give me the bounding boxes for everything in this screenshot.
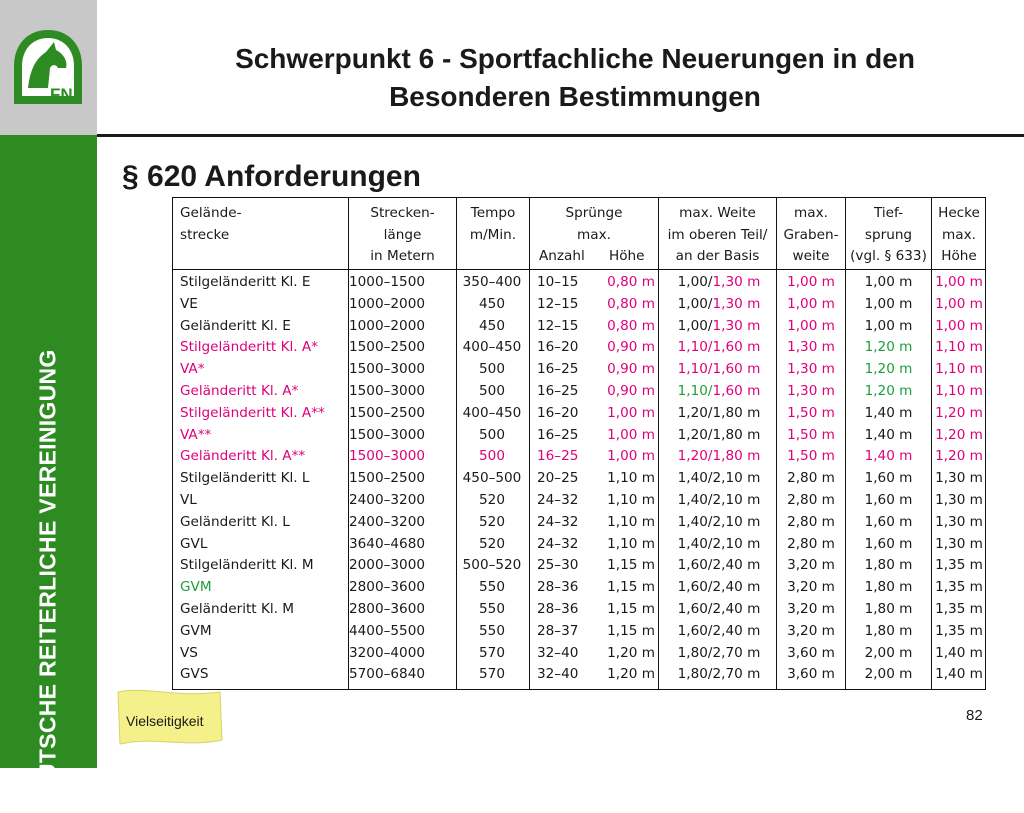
cell-weite-part: 2,10 m — [712, 492, 761, 508]
header-text: im oberen Teil/ — [667, 226, 768, 243]
table-row — [173, 621, 985, 643]
header-text: sprung — [864, 226, 913, 243]
header-text: max. — [794, 205, 828, 221]
table-row — [173, 534, 985, 556]
cell-grabenweite: 1,50 m — [787, 404, 835, 421]
cell-hecke: 1,20 m — [935, 404, 983, 421]
cell-tempo: 520 — [479, 535, 505, 552]
cell-hecke: 1,30 m — [935, 492, 983, 508]
cell-weite-part: 1,60/ — [677, 579, 713, 596]
cell-laenge: 5700–6840 — [349, 666, 425, 683]
header-text: Hecke — [938, 205, 980, 221]
cell-laenge: 1500–3000 — [349, 426, 425, 443]
cell-weite-part: 1,00/ — [677, 274, 713, 290]
cell-weite-part: 1,60 m — [712, 361, 761, 378]
cell-weite — [663, 425, 775, 447]
header-laenge — [349, 203, 456, 268]
cell-weite-part: 1,00/ — [677, 295, 713, 312]
cell-strecke: Geländeritt Kl. A** — [180, 448, 306, 465]
cell-hecke: 1,20 m — [935, 426, 983, 443]
cell-weite — [663, 446, 775, 468]
header-text: in Metern — [370, 248, 435, 264]
header-weite — [659, 203, 776, 268]
cell-hoehe: 0,80 m — [607, 317, 655, 334]
header-text: länge — [383, 226, 422, 243]
table-row — [173, 403, 985, 425]
table-row — [173, 577, 985, 599]
cell-hoehe: 1,10 m — [607, 535, 655, 552]
cell-grabenweite: 3,20 m — [787, 557, 835, 574]
cell-tiefsprung: 1,80 m — [864, 579, 913, 596]
cell-tempo: 550 — [479, 601, 505, 617]
cell-weite-part: 1,40/ — [677, 513, 713, 530]
cell-laenge: 1000–1500 — [349, 274, 425, 290]
cell-tiefsprung: 1,20 m — [864, 339, 913, 356]
cell-tiefsprung: 1,20 m — [864, 383, 913, 399]
cell-hecke: 1,30 m — [935, 513, 983, 530]
cell-strecke: Stilgeländeritt Kl. A* — [180, 339, 318, 356]
table-row — [173, 446, 985, 468]
cell-grabenweite: 1,30 m — [787, 339, 835, 356]
cell-hecke: 1,20 m — [935, 448, 983, 465]
cell-grabenweite: 1,00 m — [787, 274, 835, 290]
cell-weite-part: 1,60/ — [677, 622, 713, 639]
cell-laenge: 2400–3200 — [349, 492, 425, 508]
header-text: Sprünge — [565, 205, 623, 221]
cell-tiefsprung: 2,00 m — [864, 644, 913, 661]
cell-anzahl: 16–25 — [537, 361, 579, 378]
header-text: max. — [577, 226, 611, 243]
cell-weite-part: 1,10/ — [677, 383, 713, 399]
cell-tempo: 450 — [479, 295, 505, 312]
header-hecke — [932, 203, 986, 268]
header-text: Graben- — [783, 226, 839, 243]
table-row — [173, 294, 985, 316]
cell-weite-part: 1,30 m — [712, 295, 761, 312]
cell-tempo: 500–520 — [462, 557, 522, 574]
cell-anzahl: 32–40 — [537, 666, 579, 683]
fn-logo-icon — [10, 28, 86, 106]
cell-strecke: VS — [180, 644, 198, 661]
cell-anzahl: 12–15 — [537, 295, 579, 312]
organization-name: DEUTSCHE REITERLICHE VEREINIGUNG — [34, 349, 61, 813]
cell-laenge: 2000–3000 — [349, 557, 425, 574]
cell-hoehe: 0,90 m — [607, 339, 655, 356]
cell-tempo: 500 — [479, 383, 505, 399]
cell-weite — [663, 512, 775, 534]
cell-weite-part: 1,10/ — [677, 361, 713, 378]
cell-grabenweite: 1,30 m — [787, 361, 835, 378]
cell-hoehe: 1,10 m — [607, 492, 655, 508]
logo-area — [0, 0, 97, 135]
cell-weite — [663, 621, 775, 643]
table-row — [173, 359, 985, 381]
cell-anzahl: 24–32 — [537, 513, 579, 530]
cell-laenge: 1500–2500 — [349, 339, 425, 356]
header-text: Strecken- — [370, 205, 435, 221]
header-text: Höhe — [941, 248, 977, 264]
cell-strecke: VA* — [180, 361, 205, 378]
table-row — [173, 599, 985, 621]
table-row — [173, 512, 985, 534]
cell-weite-part: 1,30 m — [712, 317, 761, 334]
cell-strecke: GVM — [180, 579, 212, 596]
cell-grabenweite: 3,60 m — [787, 666, 835, 683]
cell-weite-part: 1,80/ — [677, 666, 713, 683]
cell-weite-part: 1,80 m — [712, 448, 761, 465]
cell-grabenweite: 1,50 m — [787, 426, 835, 443]
cell-weite-part: 2,10 m — [712, 470, 761, 487]
page-title-line-1: Schwerpunkt 6 - Sportfachliche Neuerungen in den — [235, 43, 915, 74]
cell-weite-part: 2,10 m — [712, 535, 761, 552]
header-text: m/Min. — [469, 226, 517, 243]
cell-anzahl: 20–25 — [537, 470, 579, 487]
cell-grabenweite: 2,80 m — [787, 535, 835, 552]
cell-strecke: Geländeritt Kl. L — [180, 513, 290, 530]
table-row — [173, 468, 985, 490]
cell-weite-part: 1,80 m — [712, 426, 761, 443]
cell-strecke: Stilgeländeritt Kl. L — [180, 470, 310, 487]
cell-weite — [663, 599, 775, 621]
cell-anzahl: 28–36 — [537, 601, 579, 617]
cell-hecke: 1,35 m — [935, 601, 983, 617]
cell-anzahl: 32–40 — [537, 644, 579, 661]
cell-strecke: Stilgeländeritt Kl. A** — [180, 404, 325, 421]
page-title — [110, 40, 1024, 116]
cell-laenge: 1000–2000 — [349, 295, 425, 312]
cell-strecke: Geländeritt Kl. M — [180, 601, 295, 617]
header-row-divider — [173, 269, 985, 270]
cell-tempo: 400–450 — [462, 339, 522, 356]
cell-tiefsprung: 1,60 m — [864, 492, 913, 508]
header-strecke — [180, 203, 242, 246]
cell-weite-part: 2,70 m — [712, 666, 761, 683]
cell-grabenweite: 3,20 m — [787, 622, 835, 639]
header-text: (vgl. § 633) — [850, 248, 927, 264]
cell-hoehe: 1,20 m — [607, 666, 655, 683]
cell-hoehe: 1,00 m — [607, 426, 655, 443]
cell-anzahl: 12–15 — [537, 317, 579, 334]
cell-laenge: 1500–2500 — [349, 470, 425, 487]
table-row — [173, 555, 985, 577]
cell-weite — [663, 555, 775, 577]
cell-grabenweite: 3,60 m — [787, 644, 835, 661]
cell-hoehe: 1,20 m — [607, 644, 655, 661]
cell-tiefsprung: 1,00 m — [864, 295, 913, 312]
cell-weite-part: 1,40/ — [677, 535, 713, 552]
cell-grabenweite: 2,80 m — [787, 470, 835, 487]
cell-tiefsprung: 1,60 m — [864, 535, 913, 552]
table-row — [173, 425, 985, 447]
cell-hoehe: 1,10 m — [607, 470, 655, 487]
cell-laenge: 1000–2000 — [349, 317, 425, 334]
cell-tempo: 520 — [479, 513, 505, 530]
header-tempo — [457, 203, 529, 246]
cell-grabenweite: 3,20 m — [787, 579, 835, 596]
cell-grabenweite: 2,80 m — [787, 492, 835, 508]
cell-tempo: 500 — [479, 448, 505, 465]
cell-hecke: 1,40 m — [935, 666, 983, 683]
cell-hoehe: 1,15 m — [607, 622, 655, 639]
cell-laenge: 3640–4680 — [349, 535, 425, 552]
cell-tiefsprung: 1,60 m — [864, 513, 913, 530]
cell-tiefsprung: 1,00 m — [864, 317, 913, 334]
cell-weite — [663, 534, 775, 556]
cell-laenge: 1500–3000 — [349, 361, 425, 378]
cell-hoehe: 1,00 m — [607, 448, 655, 465]
cell-laenge: 2800–3600 — [349, 579, 425, 596]
table-row — [173, 316, 985, 338]
header-graben — [777, 203, 845, 268]
cell-weite-part: 1,00/ — [677, 317, 713, 334]
header-text: Gelände- — [180, 205, 242, 221]
cell-grabenweite: 1,00 m — [787, 295, 835, 312]
cell-hecke: 1,10 m — [935, 383, 983, 399]
header-text: Tempo — [470, 205, 516, 221]
cell-grabenweite: 1,00 m — [787, 317, 835, 334]
table-row — [173, 643, 985, 665]
cell-laenge: 2800–3600 — [349, 601, 425, 617]
header-text: an der Basis — [675, 248, 760, 264]
cell-weite-part: 1,60 m — [712, 339, 761, 356]
section-heading: § 620 Anforderungen — [122, 160, 421, 193]
cell-hecke: 1,35 m — [935, 579, 983, 596]
cell-hecke: 1,35 m — [935, 557, 983, 574]
discipline-badge-label: Vielseitigkeit — [126, 713, 204, 729]
cell-hecke: 1,35 m — [935, 622, 983, 639]
cell-anzahl: 16–20 — [537, 404, 579, 421]
cell-weite-part: 1,20/ — [677, 426, 713, 443]
cell-weite-part: 1,30 m — [712, 274, 761, 290]
cell-laenge: 2400–3200 — [349, 513, 425, 530]
cell-anzahl: 28–36 — [537, 579, 579, 596]
cell-weite-part: 1,60/ — [677, 601, 713, 617]
cell-anzahl: 24–32 — [537, 535, 579, 552]
cell-weite-part: 1,80 m — [712, 404, 761, 421]
header-text: max. — [942, 226, 976, 243]
cell-hoehe: 0,80 m — [607, 274, 655, 290]
cell-tempo: 500 — [479, 426, 505, 443]
cell-laenge: 1500–2500 — [349, 404, 425, 421]
table-row — [173, 272, 985, 294]
cell-weite-part: 1,60 m — [712, 383, 761, 399]
cell-hecke: 1,10 m — [935, 339, 983, 356]
cell-weite — [663, 272, 775, 294]
cell-strecke: GVS — [180, 666, 209, 683]
cell-grabenweite: 1,50 m — [787, 448, 835, 465]
cell-weite — [663, 381, 775, 403]
cell-tiefsprung: 1,40 m — [864, 426, 913, 443]
cell-grabenweite: 1,30 m — [787, 383, 835, 399]
cell-weite-part: 1,80/ — [677, 644, 713, 661]
cell-tiefsprung: 1,40 m — [864, 404, 913, 421]
table-row — [173, 490, 985, 512]
header-text: Tief- — [874, 205, 903, 221]
table-row — [173, 664, 985, 686]
cell-strecke: GVM — [180, 622, 212, 639]
cell-hoehe: 1,15 m — [607, 601, 655, 617]
cell-tiefsprung: 1,20 m — [864, 361, 913, 378]
cell-strecke: VA** — [180, 426, 212, 443]
cell-tempo: 400–450 — [462, 404, 522, 421]
cell-hoehe: 1,00 m — [607, 404, 655, 421]
table-row — [173, 337, 985, 359]
cell-laenge: 1500–3000 — [349, 383, 425, 399]
cell-weite-part: 1,10/ — [677, 339, 713, 356]
cell-tiefsprung: 2,00 m — [864, 666, 913, 683]
cell-tiefsprung: 1,00 m — [864, 274, 913, 290]
cell-tempo: 450 — [479, 317, 505, 334]
requirements-table — [172, 197, 986, 690]
cell-tempo: 550 — [479, 622, 505, 639]
cell-tempo: 450–500 — [462, 470, 522, 487]
cell-laenge: 4400–5500 — [349, 622, 425, 639]
cell-tempo: 550 — [479, 579, 505, 596]
cell-anzahl: 25–30 — [537, 557, 579, 574]
cell-strecke: Stilgeländeritt Kl. M — [180, 557, 314, 574]
cell-weite — [663, 577, 775, 599]
cell-anzahl: 28–37 — [537, 622, 579, 639]
header-text: weite — [792, 248, 830, 264]
cell-strecke: GVL — [180, 535, 208, 552]
header-hoehe: Höhe — [609, 248, 645, 264]
cell-tempo: 520 — [479, 492, 505, 508]
cell-weite-part: 1,20/ — [677, 448, 713, 465]
cell-laenge: 3200–4000 — [349, 644, 425, 661]
cell-weite-part: 2,40 m — [712, 622, 761, 639]
cell-hoehe: 1,10 m — [607, 513, 655, 530]
cell-weite — [663, 337, 775, 359]
cell-laenge: 1500–3000 — [349, 448, 425, 465]
cell-tempo: 570 — [479, 644, 505, 661]
cell-weite — [663, 468, 775, 490]
cell-anzahl: 16–25 — [537, 383, 579, 399]
cell-anzahl: 24–32 — [537, 492, 579, 508]
cell-weite-part: 1,60/ — [677, 557, 713, 574]
cell-hoehe: 0,90 m — [607, 383, 655, 399]
table-row — [173, 381, 985, 403]
cell-weite — [663, 359, 775, 381]
cell-anzahl: 16–25 — [537, 426, 579, 443]
cell-hoehe: 0,90 m — [607, 361, 655, 378]
cell-strecke: VL — [180, 492, 197, 508]
header-anzahl: Anzahl — [539, 248, 585, 264]
cell-strecke: VE — [180, 295, 198, 312]
cell-anzahl: 16–20 — [537, 339, 579, 356]
cell-weite-part: 2,70 m — [712, 644, 761, 661]
header-divider — [97, 134, 1024, 137]
cell-weite-part: 2,40 m — [712, 601, 761, 617]
cell-weite-part: 1,40/ — [677, 492, 713, 508]
cell-hecke: 1,10 m — [935, 361, 983, 378]
cell-hecke: 1,30 m — [935, 535, 983, 552]
cell-tiefsprung: 1,40 m — [864, 448, 913, 465]
cell-tiefsprung: 1,80 m — [864, 622, 913, 639]
cell-tempo: 500 — [479, 361, 505, 378]
cell-hoehe: 1,15 m — [607, 579, 655, 596]
cell-weite — [663, 316, 775, 338]
cell-weite-part: 2,40 m — [712, 557, 761, 574]
sidebar — [0, 135, 97, 813]
cell-grabenweite: 2,80 m — [787, 513, 835, 530]
cell-hoehe: 0,80 m — [607, 295, 655, 312]
cell-weite — [663, 664, 775, 686]
cell-strecke: Geländeritt Kl. A* — [180, 383, 299, 399]
cell-tempo: 350–400 — [462, 274, 522, 290]
cell-anzahl: 10–15 — [537, 274, 579, 290]
cell-weite-part: 1,20/ — [677, 404, 713, 421]
cell-weite — [663, 490, 775, 512]
cell-hecke: 1,00 m — [935, 295, 983, 312]
cell-tempo: 570 — [479, 666, 505, 683]
cell-weite — [663, 294, 775, 316]
page-title-line-2: Besonderen Bestimmungen — [389, 81, 761, 112]
page-number: 82 — [966, 707, 983, 724]
header-text: max. Weite — [679, 205, 756, 221]
cell-hecke: 1,30 m — [935, 470, 983, 487]
cell-weite-part: 1,40/ — [677, 470, 713, 487]
cell-hecke: 1,00 m — [935, 317, 983, 334]
cell-anzahl: 16–25 — [537, 448, 579, 465]
cell-weite — [663, 403, 775, 425]
cell-hecke: 1,40 m — [935, 644, 983, 661]
cell-hoehe: 1,15 m — [607, 557, 655, 574]
cell-tiefsprung: 1,80 m — [864, 601, 913, 617]
header-text: strecke — [180, 226, 230, 243]
cell-weite — [663, 643, 775, 665]
cell-tiefsprung: 1,60 m — [864, 470, 913, 487]
cell-weite-part: 2,10 m — [712, 513, 761, 530]
cell-grabenweite: 3,20 m — [787, 601, 835, 617]
cell-strecke: Geländeritt Kl. E — [180, 317, 291, 334]
cell-tiefsprung: 1,80 m — [864, 557, 913, 574]
cell-hecke: 1,00 m — [935, 274, 983, 290]
header-spruenge — [530, 203, 658, 246]
logo-text: FN — [50, 85, 73, 104]
cell-strecke: Stilgeländeritt Kl. E — [180, 274, 311, 290]
cell-weite-part: 2,40 m — [712, 579, 761, 596]
header-tiefsprung — [846, 203, 931, 268]
